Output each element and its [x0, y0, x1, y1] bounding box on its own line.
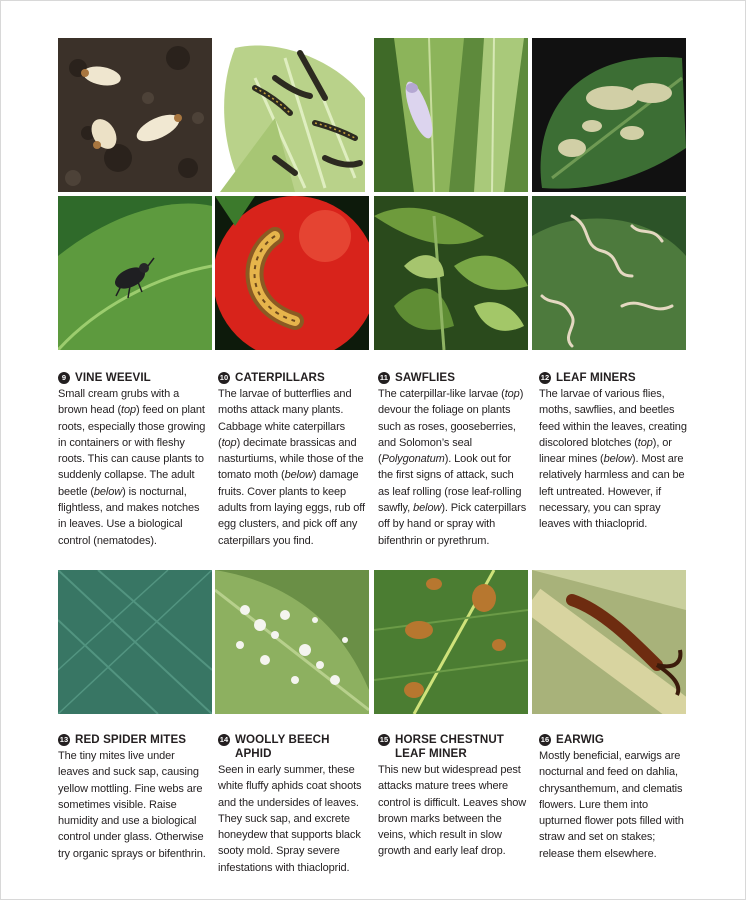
entry-number-badge: 10 — [219, 373, 229, 382]
entry-red-spider-mites — [58, 733, 208, 862]
entry-title: 9 VINE WEEVIL — [58, 371, 208, 385]
linear-leaf-mines-photo — [532, 196, 686, 350]
entry-number-badge: 14 — [219, 735, 229, 744]
entry-number-badge: 12 — [540, 373, 550, 382]
entry-body: Mostly beneficial, earwigs are nocturnal and feed on dahlia, chrysanthemum, and clematis flowers. Lure them into upturned flower pots filled with straw and set on stakes; release them elsewhere. — [539, 750, 684, 860]
entry-vine-weevil — [58, 371, 208, 549]
red-spider-mite-photo — [58, 570, 212, 714]
entry-number-badge: 13 — [59, 735, 69, 744]
sawfly-larva-photo — [374, 38, 528, 192]
woolly-beech-aphid-photo — [215, 570, 369, 714]
entry-title: 15 HORSE CHESTNUT LEAF MINER — [379, 733, 504, 760]
leaf-miner-blotch-photo — [532, 38, 686, 192]
entry-number-badge: 9 — [58, 372, 70, 384]
entry-leaf-miners — [539, 371, 689, 533]
entry-title: 10 CATERPILLARS — [219, 371, 325, 384]
entry-title: 13 RED SPIDER MITES — [59, 733, 187, 746]
entry-body: This new but widespread pest attacks mature trees where control is difficult. Leaves show brown marks between the veins, which result in slow growth and early leaf drop. — [378, 764, 527, 858]
entry-body: The tiny mites live under leaves and suck sap, causing yellow mottling. Fine webs are sometimes visible. Raise humidity and use a biological control under glass. Otherwise try organic sprays or bifenthrin. — [58, 750, 206, 860]
entry-sawflies — [378, 371, 528, 549]
horse-chestnut-leaf-miner-photo — [374, 570, 528, 714]
entry-horse-chestnut-leaf-miner — [378, 733, 528, 860]
entry-body: The larvae of various flies, moths, sawflies, and beetles feed within the leaves, creating discolored blotches (top), or linear mines (below). Most are relatively harmless and can be left untreated. However, if necessary, you can spray leaves with thiacloprid. — [539, 388, 687, 531]
adult-vine-weevil-photo — [58, 196, 212, 350]
entry-body: Small cream grubs with a brown head (top) feed on plant roots, especially those growing in containers or with fleshy roots. This can cause plants to suddenly collapse. The adult beetle (below) is nocturnal, flightless, and makes notches in leaves. Use a biological control (nematodes). — [58, 388, 206, 547]
leaf-rolling-sawfly-photo — [374, 196, 528, 350]
cabbage-white-caterpillars-photo — [215, 38, 369, 192]
entry-body: The larvae of butterflies and moths attack many plants. Cabbage white caterpillars (top) decimate brassicas and nasturtiums, while those of the tomato moth (below) damage fruits. Cover plants to keep adults from laying eggs, rub off egg clusters, and pick off any caterpillars you find. — [218, 388, 366, 547]
vine-weevil-grubs-photo — [58, 38, 212, 192]
entry-body: The caterpillar-like larvae (top) devour the foliage on plants such as roses, gooseberries, and Solomon’s seal (Polygonatum). Look out for the first signs of attack, such as leaf rolling (rose leaf-rolling sawfly, below). Pick caterpillars off by hand or spray with bifenthrin or pyrethrum. — [378, 388, 527, 547]
tomato-moth-caterpillar-photo — [215, 196, 369, 350]
entry-number-badge: 15 — [379, 735, 389, 744]
entry-title: 14 WOOLLY BEECH APHID — [219, 733, 330, 760]
entry-earwig — [539, 733, 689, 862]
entry-title: 12 LEAF MINERS — [540, 371, 636, 384]
entry-number-badge: 16 — [540, 735, 550, 744]
entry-number-badge: 11 — [379, 373, 389, 382]
entry-caterpillars — [218, 371, 368, 549]
entry-title: 11 SAWFLIES — [379, 371, 456, 384]
earwig-photo — [532, 570, 686, 714]
entry-woolly-beech-aphid — [218, 733, 368, 876]
entry-title: 16 EARWIG — [540, 733, 605, 746]
entry-body: Seen in early summer, these white fluffy aphids coat shoots and the undersides of leaves. They suck sap, and excrete honeydew that supports black sooty mold. Spray severe infestations with thiacloprid. — [218, 764, 362, 874]
